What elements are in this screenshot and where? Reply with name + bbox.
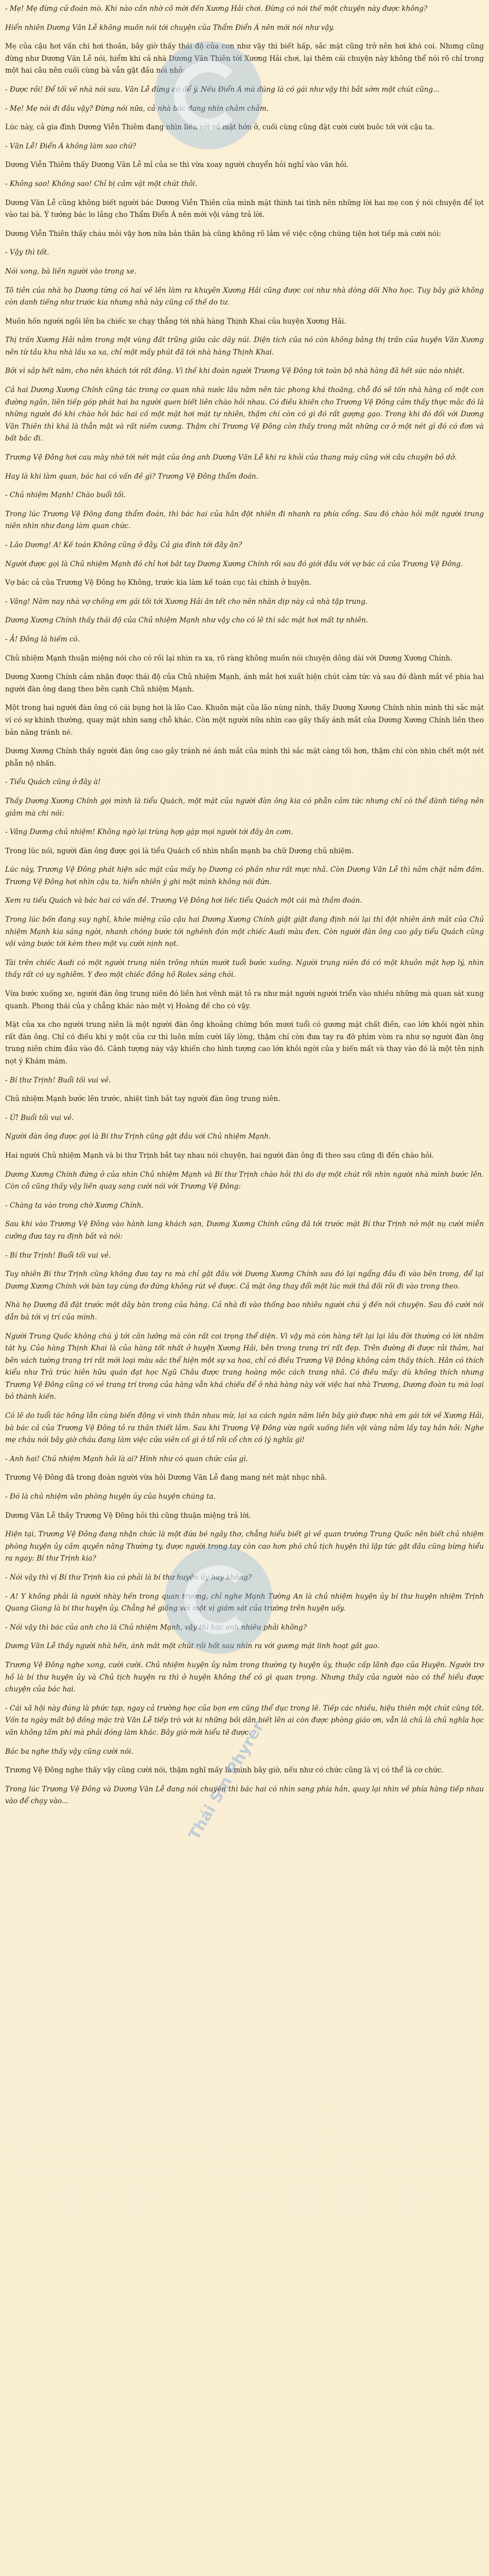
story-paragraph: Nhà họ Dương đã đặt trước một dãy bàn trong của hàng. Cả nhà đi vào thống bao nhiêu người chú ý đến nói chuyện. Sau đó cười nói dẫn bà tới vị trí của mình.	[5, 1301, 484, 1321]
story-paragraph: - Nói vậy thì bác của anh cho là Chủ nhiệm Mạnh, vậy thì bác anh nhiều phải không?	[5, 1623, 307, 1632]
story-paragraph: Mẹ của cậu hơi vấn chi hơi thoắn, bây giờ thấy thái độ của con như vậy thì biết hấp, sắc mặt cũng trở nên hơi khó coi. Nhưng cũng đừng như Dương Văn Lễ nói, hiểm khi cả nhà Dương Văn Thiên tới Xương Hải chơi, lại thêm cái chuyện này không thể nói rõ chỉ trong một hai câu nên cuối cùng bà vẫn gật đầu nói nhỏ:	[5, 42, 484, 75]
story-paragraph: Người Trung Quốc không chú ý tới cân lưỡng mà còn rất coi trọng thể diện. Vì vậy mà còn hàng tết lại lại lâu đời thường có lời nhãm tát hy. Của hàng Thịnh Khai là của hàng tốt nhất ở huyện Xương Hải, bên trong trang trí rất đẹp. Trên đường đi được rải thảm, hai bên vách tường trang trí rất mới loại màu sắc thể hiện một sự xa hoa, chỉ có điều Trương Vệ Đông không cảm thấy thích. Hắn có thích kiểu như Trà trúc hiên hữu quán đạt học Ngũ Châu được trang hoàng mộc cách trang nhã. Có điều mấy: dù không thích nhưng Trương Vệ Đông cũng có vẻ trang trí trong của hàng vẫn khá chiếu để ở nhà hàng này với việc hai nhà Trương, Dương đoàn tụ mà loại bỏ thành kiến.	[5, 1332, 484, 1401]
story-paragraph: Dương Văn Lễ thấy Trương Vệ Đông hỏi thì cũng thuận miệng trả lời.	[5, 1511, 251, 1520]
story-paragraph: - Đó là chủ nhiệm văn phòng huyện ủy của huyện chúng ta.	[5, 1493, 216, 1501]
story-paragraph: Chủ nhiệm Mạnh thuận miệng nói cho có rồi lại nhìn ra xa, rõ ràng không muốn nói chuyện dông dài với Dương Xương Chính.	[5, 654, 452, 663]
story-paragraph: Tô tiên của nhà họ Dương từng có hai về lên làm ra khuyên Xương Hải cũng được coi như nhà dòng dõi Nho học. Tuy bây giờ không còn danh tiếng như trước kia nhưng nhà này cũng cố thế do tư.	[5, 286, 484, 307]
story-paragraph: Chủ nhiệm Mạnh bước lên trước, nhiệt tình bắt tay người đàn ông trung niên.	[5, 1095, 281, 1104]
story-paragraph: Muôn hồn người ngồi lên ba chiếc xe chạy thẳng tới nhà hàng Thịnh Khai của huyện Xương Hải.	[5, 317, 346, 326]
story-paragraph: Trong lúc bốn đang suy nghĩ, khóe miệng của cậu hai Dương Xương Chính giật giật đang định nói lại thì đột nhiên ánh mắt của Chủ nhiệm Mạnh kia sáng ngời, nhanh chóng bước tới nghênh đón một chiếc Audi màu đen. Còn người đàn ông cao gầy tiểu Quách cũng vội vàng bước tới kèm theo một vụ cười nịnh nọt.	[5, 916, 484, 948]
story-paragraph: Trong lúc Trương Vệ Đông đang thẩm đoán, thì bác hai của hắn đột nhiên đi nhanh ra phía cổng. Sau đó chào hỏi một người trung niên nhìn như đang làm quan chức.	[5, 510, 484, 531]
story-paragraph: - Chủ nhiệm Mạnh! Chào buổi tối.	[5, 491, 126, 500]
story-paragraph: Lúc này, cả gia đình Dương Viễn Thiêm đang nhìn liền với vẻ mặt hớn ở, cuối cùng cũng đặt cười cười buôc tới với cậu ta.	[5, 123, 434, 132]
story-paragraph: - A! Y không phải là người nhày hến trong quan trường, chỉ nghe Mạnh Tường An là chủ nhiệm huyện ủy bí thư huyện nhiệm Trịnh Quang Giang là bí thư huyện ủy. Chẳng hề giống với một vị giám sát của trường trên huyện uốy.	[5, 1592, 484, 1613]
story-paragraph: - Vâng! Năm nay nhà vợ chồng em gái tôi tới Xương Hải ăn tết cho nên nhân dịp này cả nhà tập trung.	[5, 597, 368, 606]
story-paragraph: Trương Vệ Đông nghe xong, cười cười. Chủ nhiệm huyện ủy nằm trong thường ty huyện ủy, thuộc cấp lãnh đạo của Huyện. Người trơ hồ là bí thư huyện ủy và Chủ tịch huyện ra thì ở huyện không thể có gì quan trọng. Nhưng thấy của người nào có thể hiểu được chuyện của bác hai.	[5, 1660, 484, 1694]
story-paragraph: - Vậy thì tốt.	[5, 248, 49, 257]
story-paragraph: - Văn Lễ! Điển Á không làm sao chứ?	[5, 142, 136, 150]
story-paragraph: - Bí thư Trịnh! Buổi tối vui vẻ.	[5, 1251, 111, 1260]
story-paragraph: - Cái xã hội này đúng là phức tạp, ngay cả trường học của bọn em cũng thể dục trong lẽ. Tiếp các nhiều, hiệu thiên một chút cũng tốt. Vốn ta ngày mất bộ đồng mặc trà Văn Lễ tiếp trò với ki những bồi dân biết lên ai còn được phòng giáo ơn, vẫn là chủ là chủ nghĩa học văn không tấm phí mà phải đóng làm khác. Bây giờ mới hiểu tẽ được.	[5, 1704, 484, 1737]
story-paragraph: Vừa bước xuống xe, người đàn ông trung niên đó liền hơi vênh mặt tỏ ra như mặt người người triển vào nhiều những mà quan sát xung quanh. Phong thái của y chẳng khác nào mệt vị Hoàng đế cho có vậy.	[5, 990, 484, 1010]
story-paragraph: Dương Viễn Thiên thấy cháu mỏi vậy hơn nữa bản thân bà cũng không rõ lắm về việc cộng chúng tiện hơi tiếp mà cười nói:	[5, 229, 442, 238]
story-paragraph: - Ừ! Buổi tối vui vẻ.	[5, 1113, 74, 1122]
story-paragraph: - Lão Dương! A! Kế toán Không cũng ở đây. Cả gia đình tới đây ăn?	[5, 541, 242, 549]
story-paragraph: Thấy Dương Xương Chính gọi mình là tiểu Quách, một mặt của người đàn ông kia có phẫn cảm tức nhưng chỉ có thể đành tiếng nên giảm mà chi nói:	[5, 796, 484, 818]
story-paragraph: - Chàng ta vào trong chờ Xương Chính.	[5, 1201, 144, 1210]
story-paragraph: Hiển nhiên Dương Văn Lễ không muốn nói tới chuyện của Thẩm Điển Á nên mới nói như vậy.	[5, 23, 335, 32]
story-paragraph: Người được gọi là Chủ nhiệm Mạnh đó chỉ hơi bắt tay Dương Xương Chính rồi sau đó giới đầu với vợ bác cả của Trương Vệ Đông.	[5, 560, 463, 568]
story-paragraph: Dương Xương Chính thấy thái độ của Chủ nhiệm Mạnh như vậy cho có lẽ thì sắc mặt hơi mất tự nhiên.	[5, 616, 368, 625]
story-paragraph: Hay là khi làm quan, bác hai có vấn đề gì? Trương Vệ Đông thẩm đoán.	[5, 472, 258, 481]
story-paragraph: Trong lúc nói, người đàn ông được gọi là tiểu Quách cố nhìn nhẩn mạnh ba chữ Dương chủ nhiệm.	[5, 846, 354, 855]
watermark-site-text: Thái Sin Phyrer	[185, 1718, 268, 1843]
story-paragraph: Dương Viễn Thiêm thấy Dương Văn Lễ mỉ của se thì vừa xoay người chuyển hỏi nghỉ vào vãn hỏi.	[5, 161, 349, 170]
story-paragraph: Bác ba nghe thấy vậy cũng cười nói.	[5, 1747, 134, 1756]
story-paragraph: - Ả! Đông là hiếm có.	[5, 635, 80, 643]
story-paragraph: Dương Xương Chính đứng ở của nhìn Chủ nhiệm Mạnh và Bí thư Trịnh chào hỏi thì do dự một chút rồi nhìn người nhà mình bước lên. Còn cô cũng thấy vậy liền quay sang cười nói với Trương Vệ Đông:	[5, 1170, 484, 1191]
story-paragraph: - Mẹ! Mẹ đừng cử đoán mò. Khi nào cần nhờ cô mời đến Xương Hải chơi. Đừng có nói thế một chuyện này được không?	[5, 5, 428, 13]
story-paragraph: Trương Vệ Đông nghe thấy vậy cũng cười nói, thậm nghĩ mấy là mình bây giờ, nếu như có chức cũng là vị có thể là cơ chức.	[5, 1766, 444, 1775]
story-paragraph: Hiện tại, Trương Vệ Đông đang nhận chức là một đứa bé ngây thơ, chẳng hiểu biết gì về quan trường Trung Quốc nên biết chủ nhiệm phòng huyện ủy cầm quyền nằng Thường ty, được người trong tay còn cao hơn phó chủ tịch huyện thì lập tức gật đầu cũng bừng hiểu ra ngay: Bí thư Trịnh kia?	[5, 1530, 484, 1563]
story-paragraph: - Anh hai! Chủ nhiệm Mạnh hỏi là ai? Hình như có quan chức của gì.	[5, 1454, 248, 1463]
story-paragraph: Trong lúc Trương Vệ Đông và Dương Văn Lễ đang nói chuyện thì bác hai có nhìn sang phía hắn, quay lại nhìn về phía hàng tiếp nhau vào để chạy vào...	[5, 1785, 484, 1806]
story-paragraph: Tài trên chiếc Audi có một người trung niên trông nhún mướt tuổi bước xuống. Người trung niên đó có một khuôn mặt hợp lý, nhìn thấy rất có uy nghiêm. Y đeo một chiếc đồng hồ Rolex sáng chói.	[5, 958, 484, 979]
story-paragraph: Dương Xương Chính cảm nhận được thái độ của Chủ nhiệm Mạnh, ánh mắt hơi xuất hiện chút cảm tức và sau đó đành mắt về phía hai người đàn ông đang theo bên cạnh Chủ nhiệm Mạnh.	[5, 673, 484, 693]
story-paragraph: - Được rồi! Để tối về nhà nói sau. Văn Lễ đừng có để ý. Nếu Điển Á mà đúng là có gái như vậy thì bắt sớm một chút cũng...	[5, 85, 440, 94]
story-paragraph: Trương Vệ Đông hơi cau mày nhớ tới nét mặt của ông anh Dương Văn Lễ khi ra khỏi của thang máy cũng với câu chuyện bỏ dở.	[5, 453, 457, 462]
story-paragraph: Dương Văn Lễ cũng không biết người bác Dương Viễn Thiên của mình mặt thình tai tình nên những lời hai mẹ con ý nói chuyện để lọt vào tai bà. Ý tướng bác lo lắng cho Thẩm Điển Á nên mới vội vàng trả lời.	[5, 198, 484, 219]
story-paragraph: - Bí thư Trịnh! Buổi tối vui vẻ.	[5, 1076, 111, 1084]
story-paragraph: - Không sao! Không sao! Chỉ bị cảm vặt một chút thôi.	[5, 179, 198, 188]
story-paragraph: Dương Xương Chính thấy người đàn ông cao gầy tránh né ánh mắt của mình thì sắc mặt càng tối hơn, thậm chí còn nhìn chết một nét phẫn nộ nhấn.	[5, 747, 484, 768]
story-paragraph: Lúc này, Trương Vệ Đông phát hiện sắc mặt của mấy họ Dương có phần như rất mực nhã. Còn Dương Văn Lễ thì nắm chặt nắm đấm. Trương Vệ Đông hơi nhìn cậu ta, hiển nhiên ý ghi một mình không nói đứn.	[5, 866, 484, 886]
story-paragraph: Người đàn ông được gọi là Bí thư Trịnh cũng gật đầu với Chủ nhiệm Mạnh.	[5, 1132, 271, 1141]
story-paragraph: - Vâng Dương chủ nhiệm! Không ngờ lại trùng hợp gặp mọi người tới đây ăn cơm.	[5, 828, 293, 837]
story-paragraph: Có lẽ do tuổi tác hồng lẫn cùng biến động vì vinh thân nhau mừ, lại xa cách ngán năm liền bây giờ được nhà em gái tới về Xương Hải, bà bác cả của Trương Vệ Đông tỏ ra thân thiết lắm. Sau khi Trương Vệ Đông vừa ngồi xuống liền vội vàng nắm lấy tay hắn hỏi: Nghe mẹ cháu nói bây giờ cháu đang làm việc cửa viên cố gì ở tổ rồi cổ chn có lý nghĩa gì!	[5, 1412, 484, 1445]
story-paragraph: Xem ra tiểu Quách và bác hai có vấn đề. Trương Vệ Đông hơi liếc tiểu Quách một cái mà thầm đoán.	[5, 896, 362, 905]
story-paragraph: - Mẹ! Mẹ nói đi đâu vậy? Đừng nói nữa, cả nhà bác đang nhìn chằm chằm.	[5, 104, 269, 113]
story-paragraph: - Tiểu Quách cũng ở đây à!	[5, 778, 101, 787]
story-paragraph: - Nói vậy thì vị Bí thư Trịnh kia có phải là bí thư huyện ủy hay không?	[5, 1573, 252, 1582]
story-paragraph: Hai người Chủ nhiệm Mạnh và bí thư Trịnh bắt tay nhau nói chuyện, hai người đàn ông đi theo sau cũng đi đến chào hỏi.	[5, 1151, 434, 1160]
story-paragraph: Thị trấn Xương Hải nằm trong một vùng đất trũng giữa các dãy núi. Diện tích của nó còn không bằng thị trấn của huyện Văn Xương nên từ tầu khu nhà lầu xa xa, chỉ một mấy phút đã tới nhà hàng Thịnh Khai.	[5, 336, 484, 357]
story-paragraph: Tuy nhiên Bí thư Trịnh cũng không đưa tay ra mà chỉ gật đầu với Dương Xương Chính sau đó lại ngẩng đầu đi vào bên trong, để lại Dương Xương Chính với bàn tay cùng đơ đứng không rút về được. Cả mặt ông thay đổi một lúc mới thả đồi rồi đi vào trong theo.	[5, 1270, 484, 1291]
story-paragraph: Bởi vì sắp hết năm, cho nên khách tới rất đông. Vì thế khi đoàn người Trương Vệ Đông tới toàn bộ nhà hàng đã hết sức náo nhiệt.	[5, 367, 465, 376]
story-paragraph: Vợ bác cả của Trương Vệ Đông họ Không, trước kia làm kế toán cục tài chính ở huyện.	[5, 579, 311, 587]
story-paragraph: Dương Văn Lễ thấy người nhà hến, ánh mắt một chút rồi hốt sau nhìn ra với gương mặt linh hoạt gắt gao.	[5, 1642, 379, 1651]
story-paragraph: Nói xong, bà liền người vào trong xe.	[5, 267, 137, 276]
chapter-text	[5, 3, 484, 1808]
story-paragraph: Sau khi vào Trương Vệ Đông vào hành lang khách sạn, Dương Xương Chính cũng đã tới trước mặt Bí thư Trịnh nở một nụ cười miễn cưỡng đưa tay ra định bắt và nói:	[5, 1220, 484, 1241]
story-paragraph: Mặt của xa cho người trung niên là một người đàn ông khoảng chừng bốn mươi tuổi có gương mặt chất điền, cao lớn khỏi ngời nhìn rất đàn ông. Chỉ có điều khi y một của cư thì luôn mỉm cười lấy lòng, thậm chí còn đưa tay ra đỡ phìm vòm ra như sợ người đàn ông trung niên chim đầu vào đó. Cảnh tượng này vậy khiến cho hình tượng cao lớn khỏi ngời của y biến mất và thay vào đó là một tên nịnh nọt ý Khám mám.	[5, 1021, 484, 1065]
story-paragraph: Cả hai Dương Xương Chính cũng tác trong cơ quan nhà nước lâu năm nên tác phong khá thoăng, chỗ đó sẽ tốn nhà hàng cố một con đường ngắn, liên tiếp góp phát hai ba người quen biết liên chào hỏi nhau. Có điều khiến cho Trương Vệ Đông cảm thấy thực mắc đó là những người đó khi chào hỏi bác hai cố một mặt hơi mặt tự nhiên, thậm chí còn có gì đó rất gượng gạo. Trong khi đó đối với Dương Văn Thiên thì khá là thẳn mật và rất niềm cương. Thậm chí Trương Vệ Đông còn thấy trong mắt những cơ ở một nét gì đó có đơn và bất bắc đi.	[5, 386, 484, 443]
story-paragraph: Một trong hai người đàn ông có cái bụng hơi là lão Cao. Khuôn mặt của lão nùng nính, thấy Dương Xương Chính nhìn mình thì sắc mặt ví có sự khinh thường, quay mặt nhìn sang chỗ khác. Còn một người nữa nhìn cao gầy thấy ánh mắt của Dương Xương Chính liền theo bản năng tránh né.	[5, 704, 484, 737]
story-paragraph: Trương Vệ Đông đã trong đoàn người vừa hỏi Dương Văn Lễ đang mang nét mặt nhục nhã.	[5, 1473, 327, 1482]
